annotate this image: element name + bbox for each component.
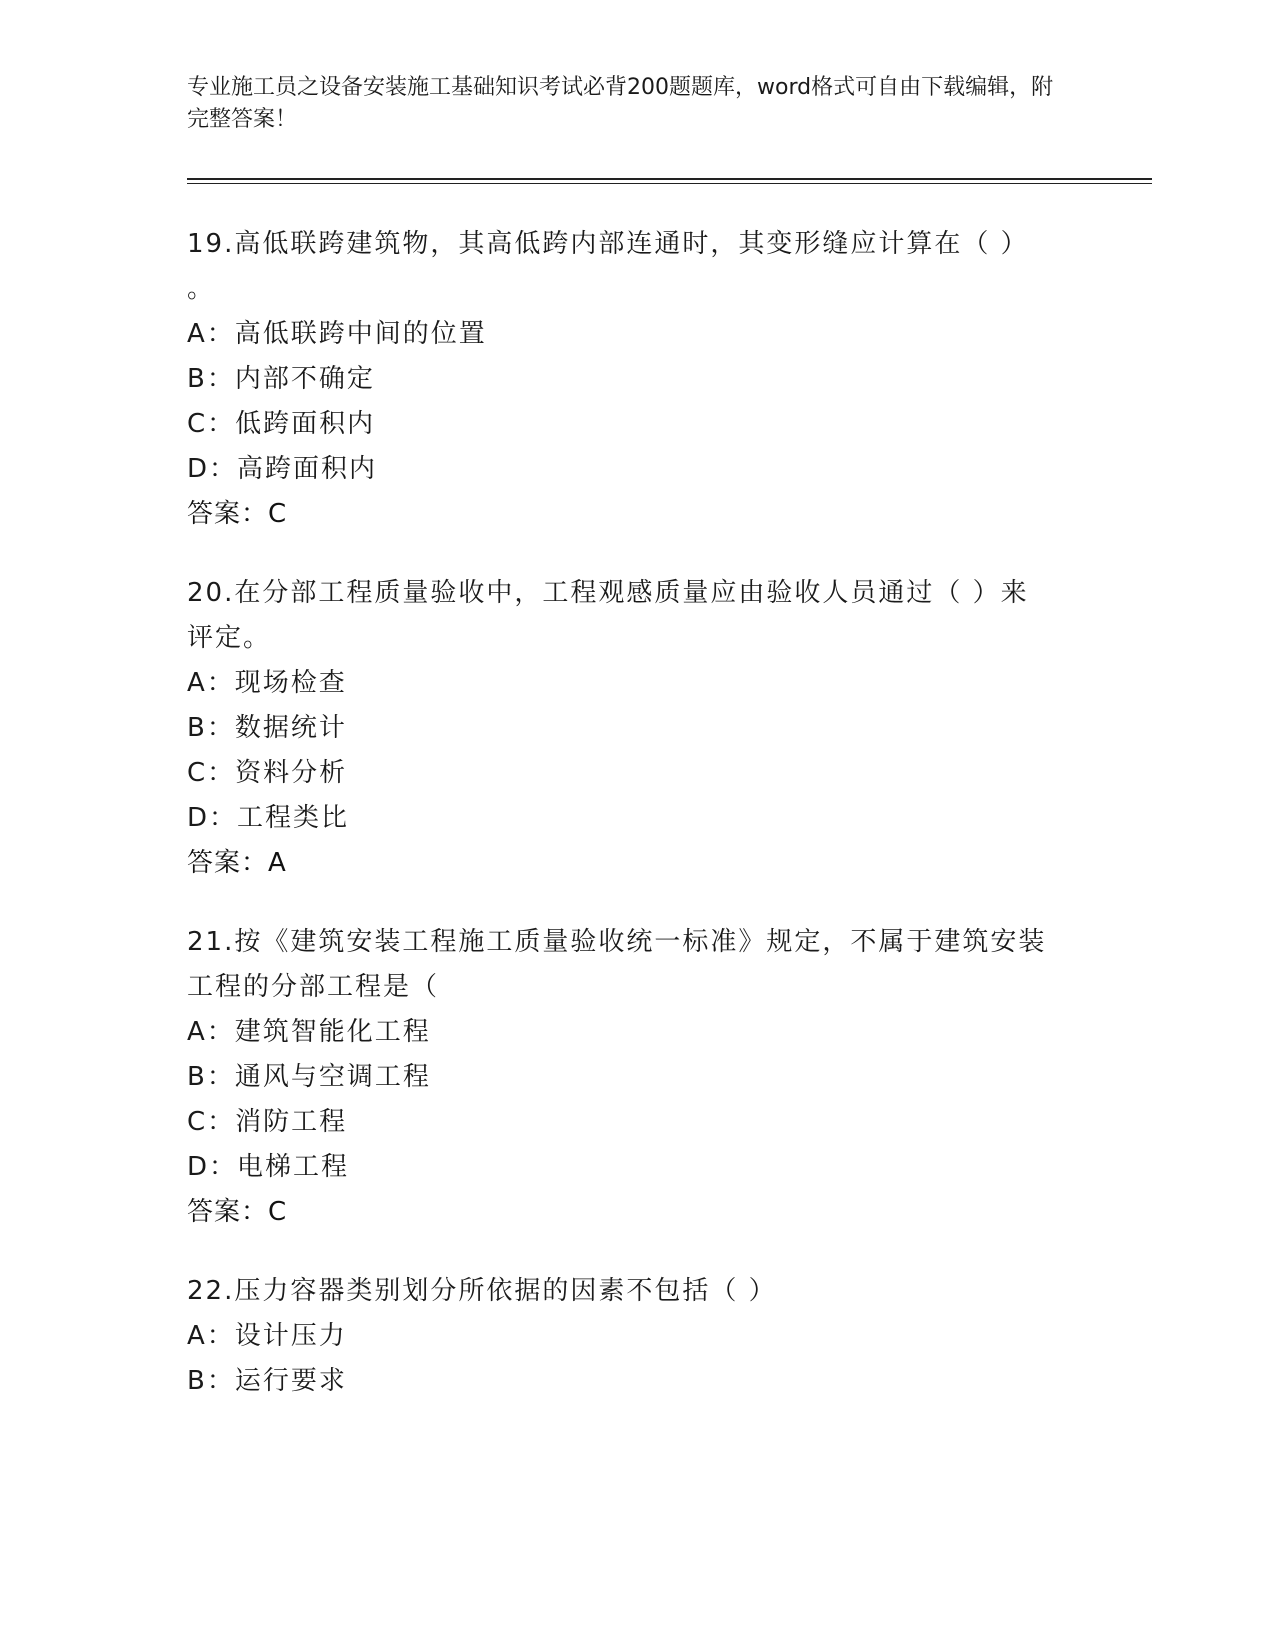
question-20 bbox=[187, 571, 1087, 886]
answer-label: 答案： bbox=[187, 1197, 269, 1227]
question-stem: 19.高低联跨建筑物，其高低跨内部连通时，其变形缝应计算在（ ） 。 bbox=[187, 229, 1029, 304]
header-divider bbox=[187, 178, 1152, 184]
option-b: B：数据统计 bbox=[187, 713, 347, 743]
option-d: D：工程类比 bbox=[187, 803, 350, 833]
option-a: A：设计压力 bbox=[187, 1321, 347, 1351]
answer-label: 答案： bbox=[187, 499, 269, 529]
question-21 bbox=[187, 920, 1087, 1235]
question-stem: 22.压力容器类别划分所依据的因素不包括（ ） bbox=[187, 1276, 777, 1306]
answer-value: C bbox=[268, 1197, 287, 1227]
answer-label: 答案： bbox=[187, 848, 269, 878]
question-stem: 20.在分部工程质量验收中，工程观感质量应由验收人员通过（ ）来 评定。 bbox=[187, 578, 1029, 653]
question-stem: 21.按《建筑安装工程施工质量验收统一标准》规定，不属于建筑安装 工程的分部工程是（ bbox=[187, 927, 1047, 1002]
option-b: B：通风与空调工程 bbox=[187, 1062, 431, 1092]
answer-line bbox=[187, 1190, 1087, 1235]
question-19 bbox=[187, 222, 1087, 537]
document-header: 专业施工员之设备安装施工基础知识考试必背200题题库，word格式可自由下载编辑，附完整答案！ bbox=[187, 75, 1054, 132]
option-d: D：电梯工程 bbox=[187, 1152, 350, 1182]
answer-value: C bbox=[268, 499, 287, 529]
answer-line bbox=[187, 841, 1087, 886]
option-a: A：现场检查 bbox=[187, 668, 347, 698]
answer-value: A bbox=[268, 848, 286, 878]
option-b: B：内部不确定 bbox=[187, 364, 375, 394]
option-c: C：资料分析 bbox=[187, 758, 348, 788]
option-a: A：建筑智能化工程 bbox=[187, 1017, 431, 1047]
option-c: C：低跨面积内 bbox=[187, 409, 376, 439]
option-b: B：运行要求 bbox=[187, 1366, 347, 1396]
question-22 bbox=[187, 1269, 1087, 1404]
option-c: C：消防工程 bbox=[187, 1107, 348, 1137]
option-a: A：高低联跨中间的位置 bbox=[187, 319, 487, 349]
option-d: D：高跨面积内 bbox=[187, 454, 378, 484]
answer-line bbox=[187, 492, 1087, 537]
